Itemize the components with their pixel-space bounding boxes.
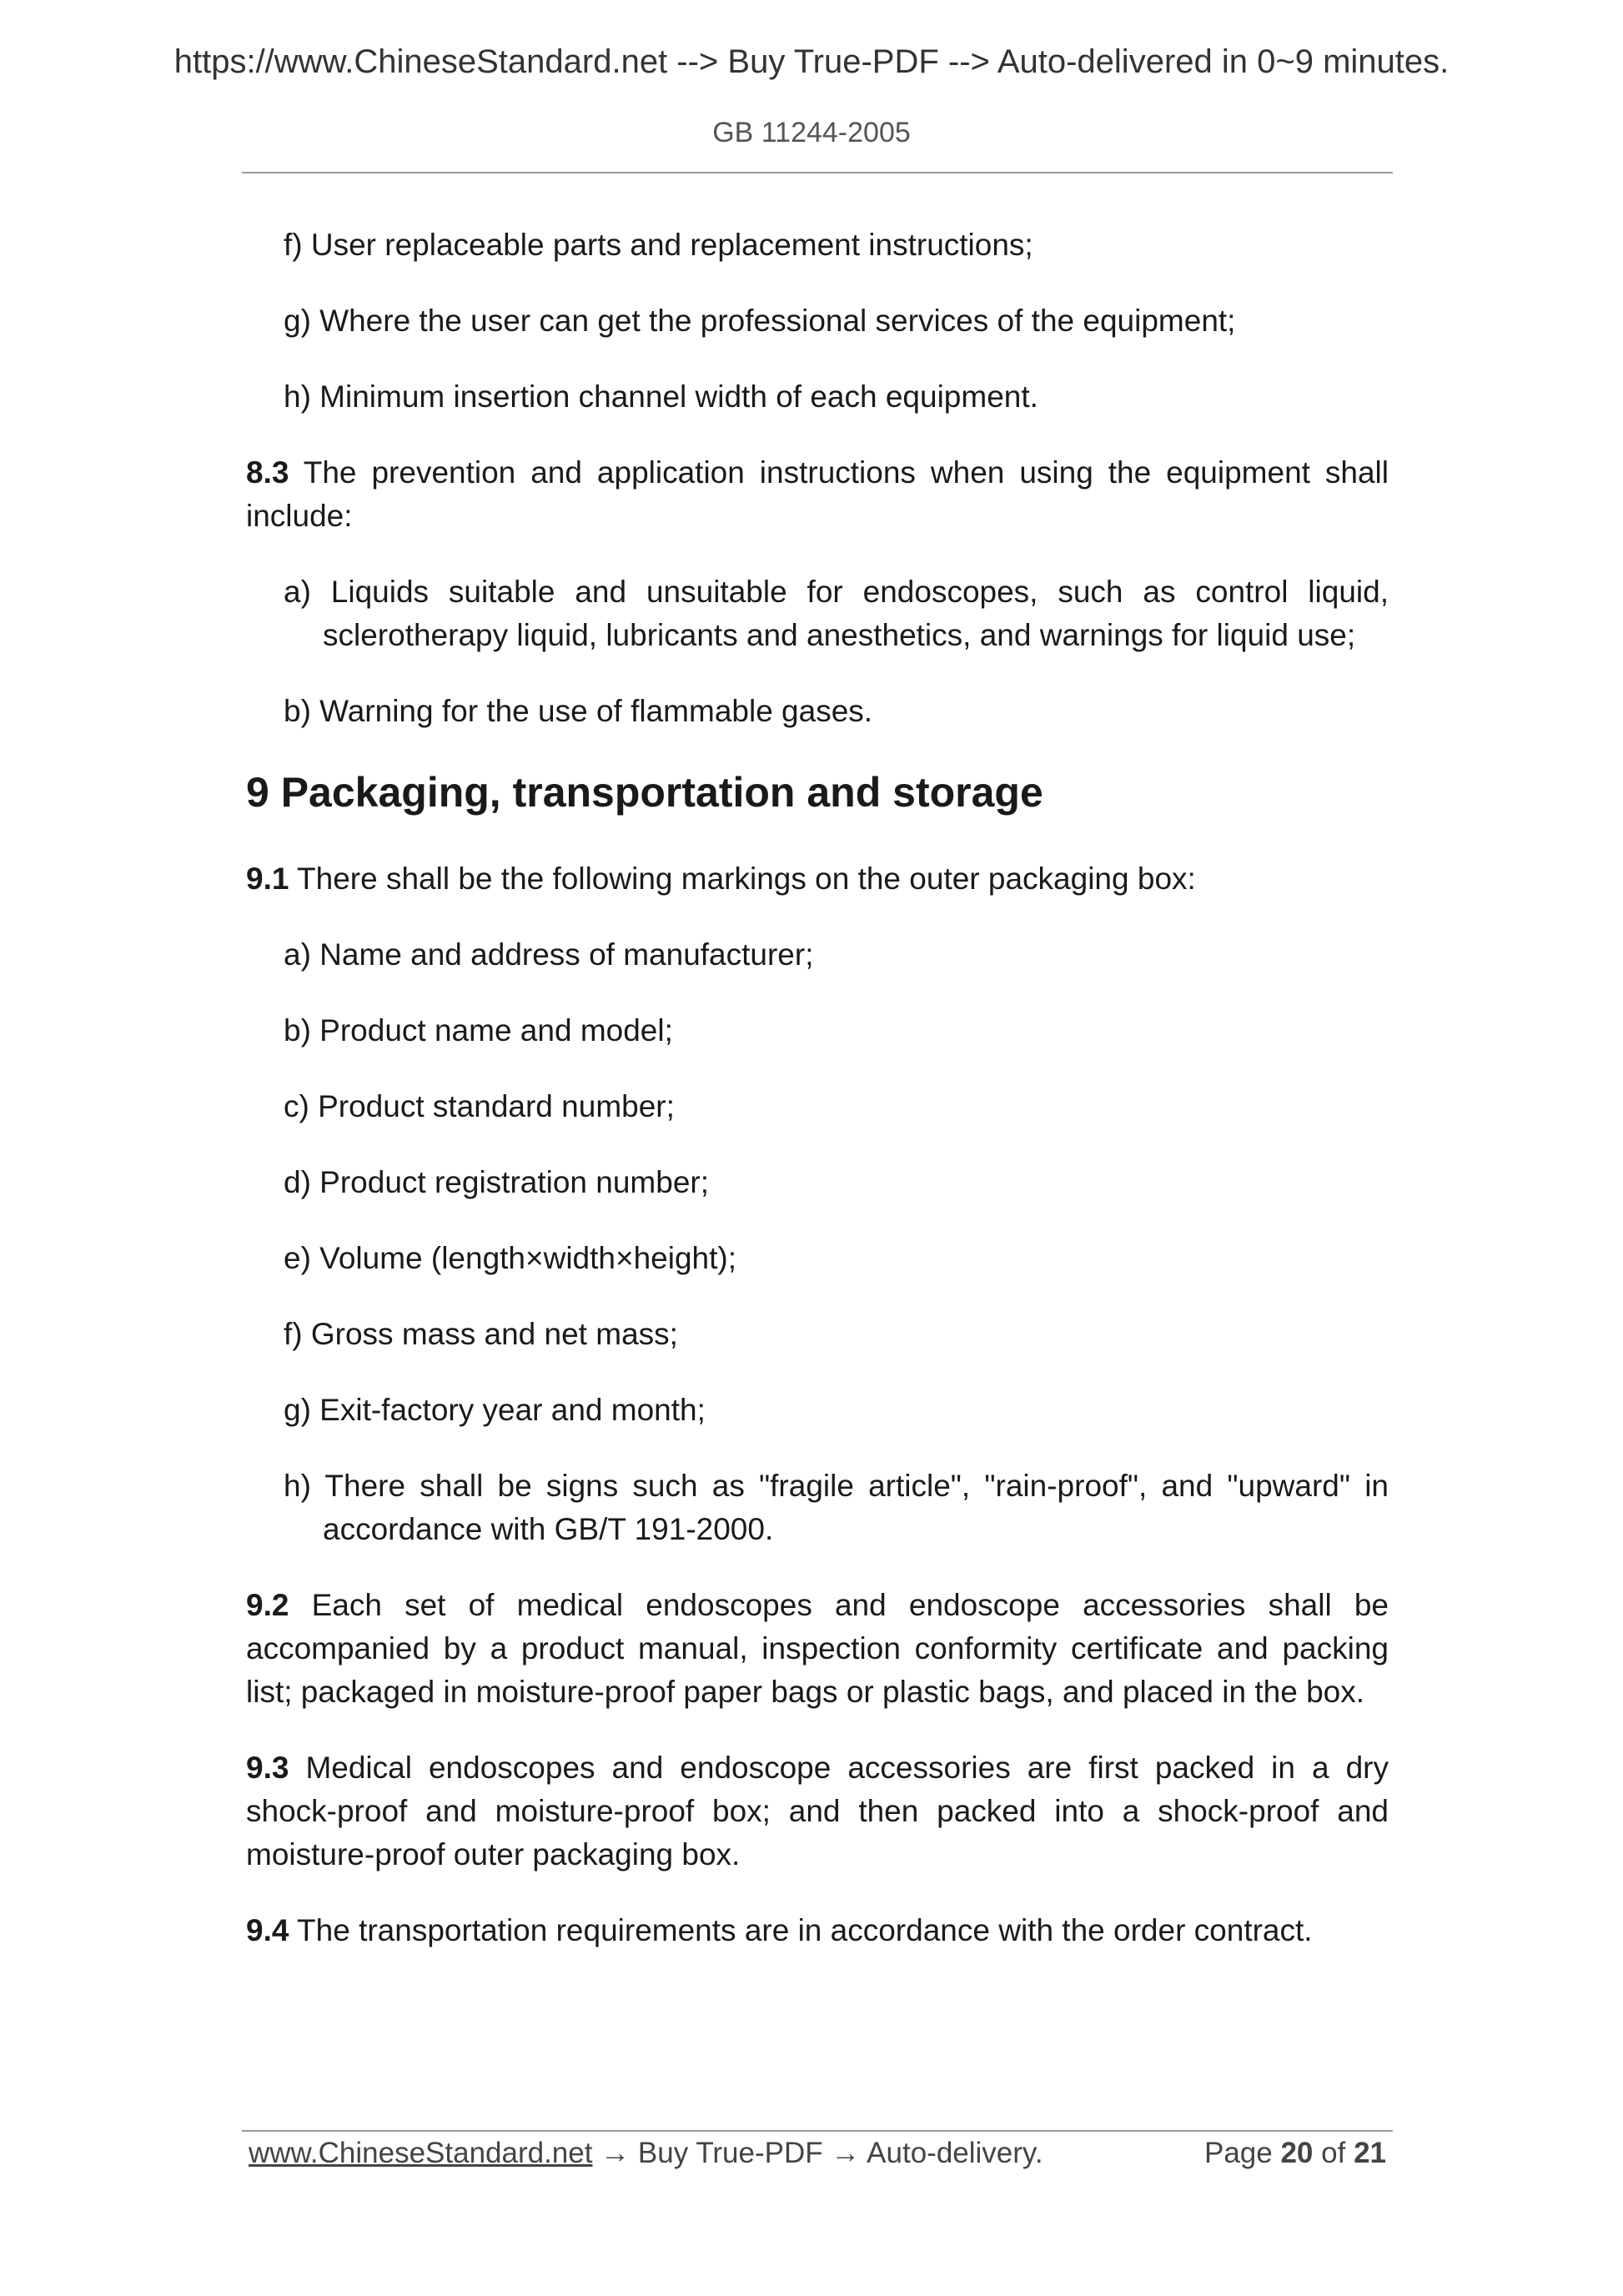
list-item: g) Where the user can get the professional services of the equipment;: [284, 304, 1236, 338]
page-content: [246, 224, 1389, 1985]
list-item: f) Gross mass and net mass;: [284, 1317, 678, 1351]
list-item: h) There shall be signs such as "fragile article", "rain-proof", and "upward" in accordance with GB/T 191-2000.: [284, 1469, 1389, 1546]
top-banner: https://www.ChineseStandard.net --> Buy True-PDF --> Auto-delivered in 0~9 minutes.: [173, 43, 1450, 80]
clause-9-4: [246, 1909, 1389, 1952]
clause-text: Each set of medical endoscopes and endoscope accessories shall be accompanied by a product manual, inspection conformity certificate and packing list; packaged in moisture-proof paper bags or plastic bags, and placed in the box.: [246, 1588, 1389, 1709]
clause-number: 8.3: [246, 455, 289, 490]
page-of: of: [1321, 2137, 1346, 2169]
page-footer: [249, 2137, 1386, 2170]
clause-8-3: [246, 451, 1389, 538]
page-current: 20: [1280, 2137, 1314, 2169]
page-number: [1204, 2137, 1386, 2170]
clause-9-1: [246, 857, 1389, 901]
list-item: e) Volume (length×width×height);: [284, 1241, 737, 1275]
header-divider: [242, 172, 1393, 173]
list-item: f) User replaceable parts and replacement instructions;: [284, 228, 1033, 262]
page-label: Page: [1203, 2137, 1273, 2169]
footer-site-link[interactable]: www.ChineseStandard.net: [249, 2137, 593, 2169]
clause-text: The prevention and application instructions when using the equipment shall include:: [246, 455, 1389, 533]
footer-divider: [242, 2130, 1393, 2132]
clause-text: There shall be the following markings on the outer packaging box:: [289, 862, 1196, 896]
list-item: a) Name and address of manufacturer;: [284, 937, 814, 972]
list-item: b) Product name and model;: [284, 1013, 673, 1048]
list-item: g) Exit-factory year and month;: [284, 1393, 706, 1427]
clause-text: Medical endoscopes and endoscope accessories are first packed in a dry shock-proof and moisture-proof box; and then packed into a shock-proof and moisture-proof outer packaging box.: [246, 1751, 1389, 1871]
footer-tagline: → Buy True-PDF → Auto-delivery.: [592, 2137, 1043, 2169]
clause-text: The transportation requirements are in accordance with the order contract.: [289, 1913, 1313, 1947]
list-item: b) Warning for the use of flammable gases.: [284, 694, 873, 728]
list-item: a) Liquids suitable and unsuitable for endoscopes, such as control liquid, sclerotherapy liquid, lubricants and anesthetics, and warnings for liquid use;: [284, 575, 1389, 652]
section-heading: 9 Packaging, transportation and storage: [246, 769, 1043, 816]
clause-9-3: [246, 1746, 1389, 1876]
list-item: c) Product standard number;: [284, 1089, 675, 1123]
document-code: GB 11244-2005: [712, 117, 911, 148]
clause-9-2: [246, 1584, 1389, 1714]
clause-number: 9.4: [246, 1913, 289, 1947]
list-item: h) Minimum insertion channel width of each equipment.: [284, 379, 1038, 414]
page-total: 21: [1354, 2137, 1386, 2169]
clause-number: 9.2: [246, 1588, 289, 1622]
list-item: d) Product registration number;: [284, 1165, 710, 1199]
clause-number: 9.1: [246, 862, 289, 896]
clause-number: 9.3: [246, 1751, 289, 1785]
